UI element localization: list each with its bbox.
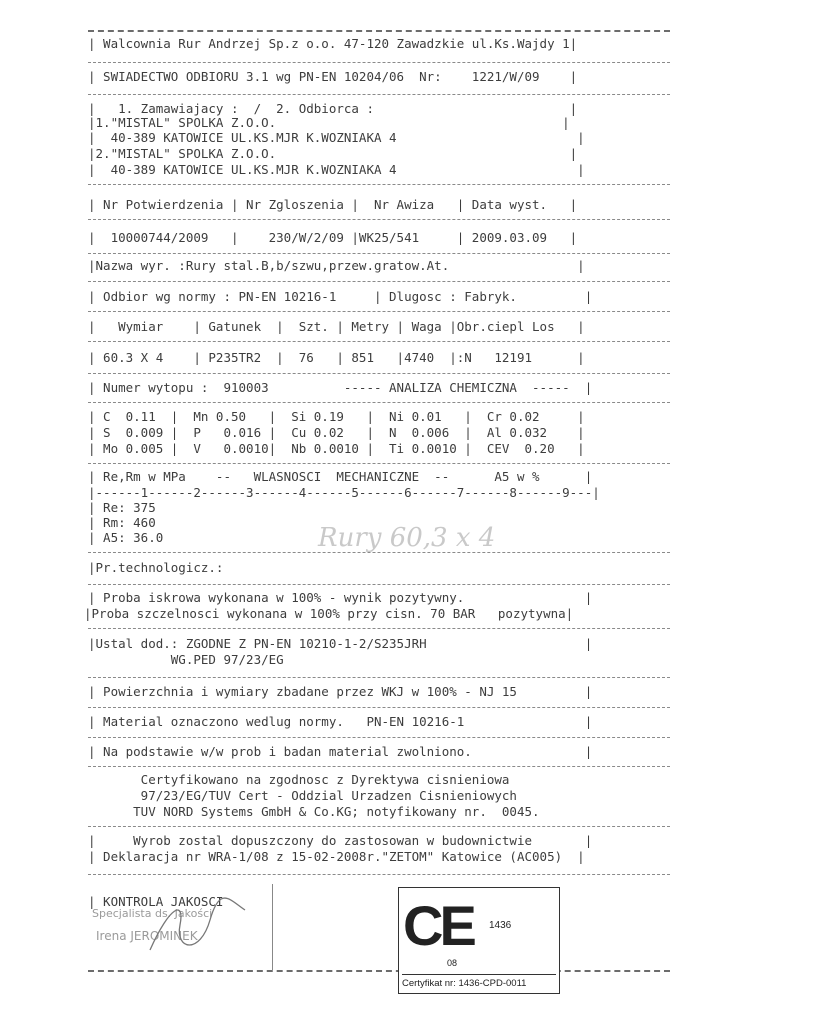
divider <box>88 219 670 220</box>
divider <box>88 341 670 342</box>
re-value: | Re: 375 <box>88 500 156 515</box>
ce-certificate-stamp <box>398 887 560 994</box>
divider <box>88 62 670 63</box>
divider <box>88 184 670 185</box>
rm-value: | Rm: 460 <box>88 515 156 530</box>
order-headers: | Nr Potwierdzenia | Nr Zgloszenia | Nr Awiza | Data wyst. | <box>88 197 578 212</box>
a5-value: | A5: 36.0 <box>88 530 164 545</box>
mechanical-scale: |------1------2------3------4------5------6------7------8------9---| <box>88 485 600 500</box>
ped-directive: WG.PED 97/23/EG <box>88 652 284 667</box>
certificate-number: Certyfikat nr: 1436-CPD-0011 <box>402 974 556 989</box>
divider <box>88 373 670 374</box>
divider <box>88 628 670 629</box>
notified-body-number: 1436 <box>489 920 512 931</box>
divider <box>88 402 670 403</box>
technological-tests-label: |Pr.technologicz.: <box>88 560 224 575</box>
receiver-address: | 40-389 KATOWICE UL.KS.MJR K.WOZNIAKA 4 | <box>88 162 585 177</box>
additional-requirements: |Ustal dod.: ZGODNE Z PN-EN 10210-1-2/S235JRH | <box>88 636 593 651</box>
divider <box>88 552 670 553</box>
divider <box>88 737 670 738</box>
certification-line-1: Certyfikowano na zgodnosc z Dyrektywa cisnieniowa <box>88 772 510 787</box>
top-border <box>88 30 670 32</box>
signature-name: Irena JEROMINEK <box>96 929 198 943</box>
order-values: | 10000744/2009 | 230/W/2/09 |WK25/541 | 2009.03.09 | <box>88 230 578 245</box>
parties-header: | 1. Zamawiajacy : / 2. Odbiorca : | <box>88 101 578 116</box>
quality-control-label: | KONTROLA JAKOSCI <box>88 894 224 909</box>
orderer-address: | 40-389 KATOWICE UL.KS.MJR K.WOZNIAKA 4 | <box>88 130 585 145</box>
ce-year: 08 <box>447 958 458 968</box>
product-table-header: | Wymiar | Gatunek | Szt. | Metry | Waga |Obr.ciepl Los | <box>88 319 585 334</box>
bottom-border <box>88 970 670 972</box>
issuer-line: | Walcownia Rur Andrzej Sp.z o.o. 47-120 Zawadzkie ul.Ks.Wajdy 1| <box>88 36 578 51</box>
divider <box>88 584 670 585</box>
signature-title: Specjalista ds. Jakości <box>92 907 213 920</box>
marking-line: | Material oznaczono wedlug normy. PN-EN 10216-1 | <box>88 714 593 729</box>
divider <box>88 253 670 254</box>
chem-row-2: | S 0.009 | P 0.016 | Cu 0.02 | N 0.006 | Al 0.032 | <box>88 425 585 440</box>
acceptance-standard: | Odbior wg normy : PN-EN 10216-1 | Dlugosc : Fabryk. | <box>88 289 593 304</box>
orderer-name: |1."MISTAL" SPOLKA Z.O.O. | <box>88 115 570 130</box>
divider <box>88 826 670 827</box>
construction-approval-line: | Wyrob zostal dopuszczony do zastosowan w budownictwie | <box>88 833 593 848</box>
certification-line-2: 97/23/EG/TUV Cert - Oddzial Urzadzen Cisnieniowych <box>88 788 517 803</box>
divider <box>88 281 670 282</box>
divider <box>88 766 670 767</box>
chem-row-3: | Mo 0.005 | V 0.0010| Nb 0.0010 | Ti 0.0010 | CEV 0.20 | <box>88 441 585 456</box>
divider <box>88 463 670 464</box>
signature-scribble <box>140 895 260 965</box>
chem-row-1: | C 0.11 | Mn 0.50 | Si 0.19 | Ni 0.01 | Cr 0.02 | <box>88 409 585 424</box>
product-name: |Nazwa wyr. :Rury stal.B,b/szwu,przew.gratow.At. | <box>88 258 585 273</box>
handwritten-note: Rury 60,3 x 4 <box>318 523 496 553</box>
receiver-name: |2."MISTAL" SPOLKA Z.O.O. | <box>88 146 578 161</box>
declaration-line: | Deklaracja nr WRA-1/08 z 15-02-2008r."ZETOM" Katowice (AC005) | <box>88 849 585 864</box>
quality-box-divider <box>272 884 273 970</box>
mechanical-header: | Re,Rm w MPa -- WLASNOSCI MECHANICZNE -- A5 w % | <box>88 469 593 484</box>
release-line: | Na podstawie w/w prob i badan material zwolniono. | <box>88 744 593 759</box>
leak-test-line: |Proba szczelnosci wykonana w 100% przy cisn. 70 BAR pozytywna| <box>84 606 574 621</box>
ce-mark-icon: CE <box>403 894 473 957</box>
divider <box>88 94 670 95</box>
product-table-row: | 60.3 X 4 | P235TR2 | 76 | 851 |4740 |:N 12191 | <box>88 350 585 365</box>
certificate-title: | SWIADECTWO ODBIORU 3.1 wg PN-EN 10204/06 Nr: 1221/W/09 | <box>88 69 578 84</box>
divider <box>88 707 670 708</box>
surface-inspection-line: | Powierzchnia i wymiary zbadane przez WKJ w 100% - NJ 15 | <box>88 684 593 699</box>
heat-number-line: | Numer wytopu : 910003 ----- ANALIZA CHEMICZNA ----- | <box>88 380 593 395</box>
certification-line-3: TUV NORD Systems GmbH & Co.KG; notyfikowany nr. 0045. <box>88 804 540 819</box>
divider <box>88 311 670 312</box>
divider <box>88 677 670 678</box>
divider <box>88 874 670 875</box>
spark-test-line: | Proba iskrowa wykonana w 100% - wynik pozytywny. | <box>88 590 593 605</box>
